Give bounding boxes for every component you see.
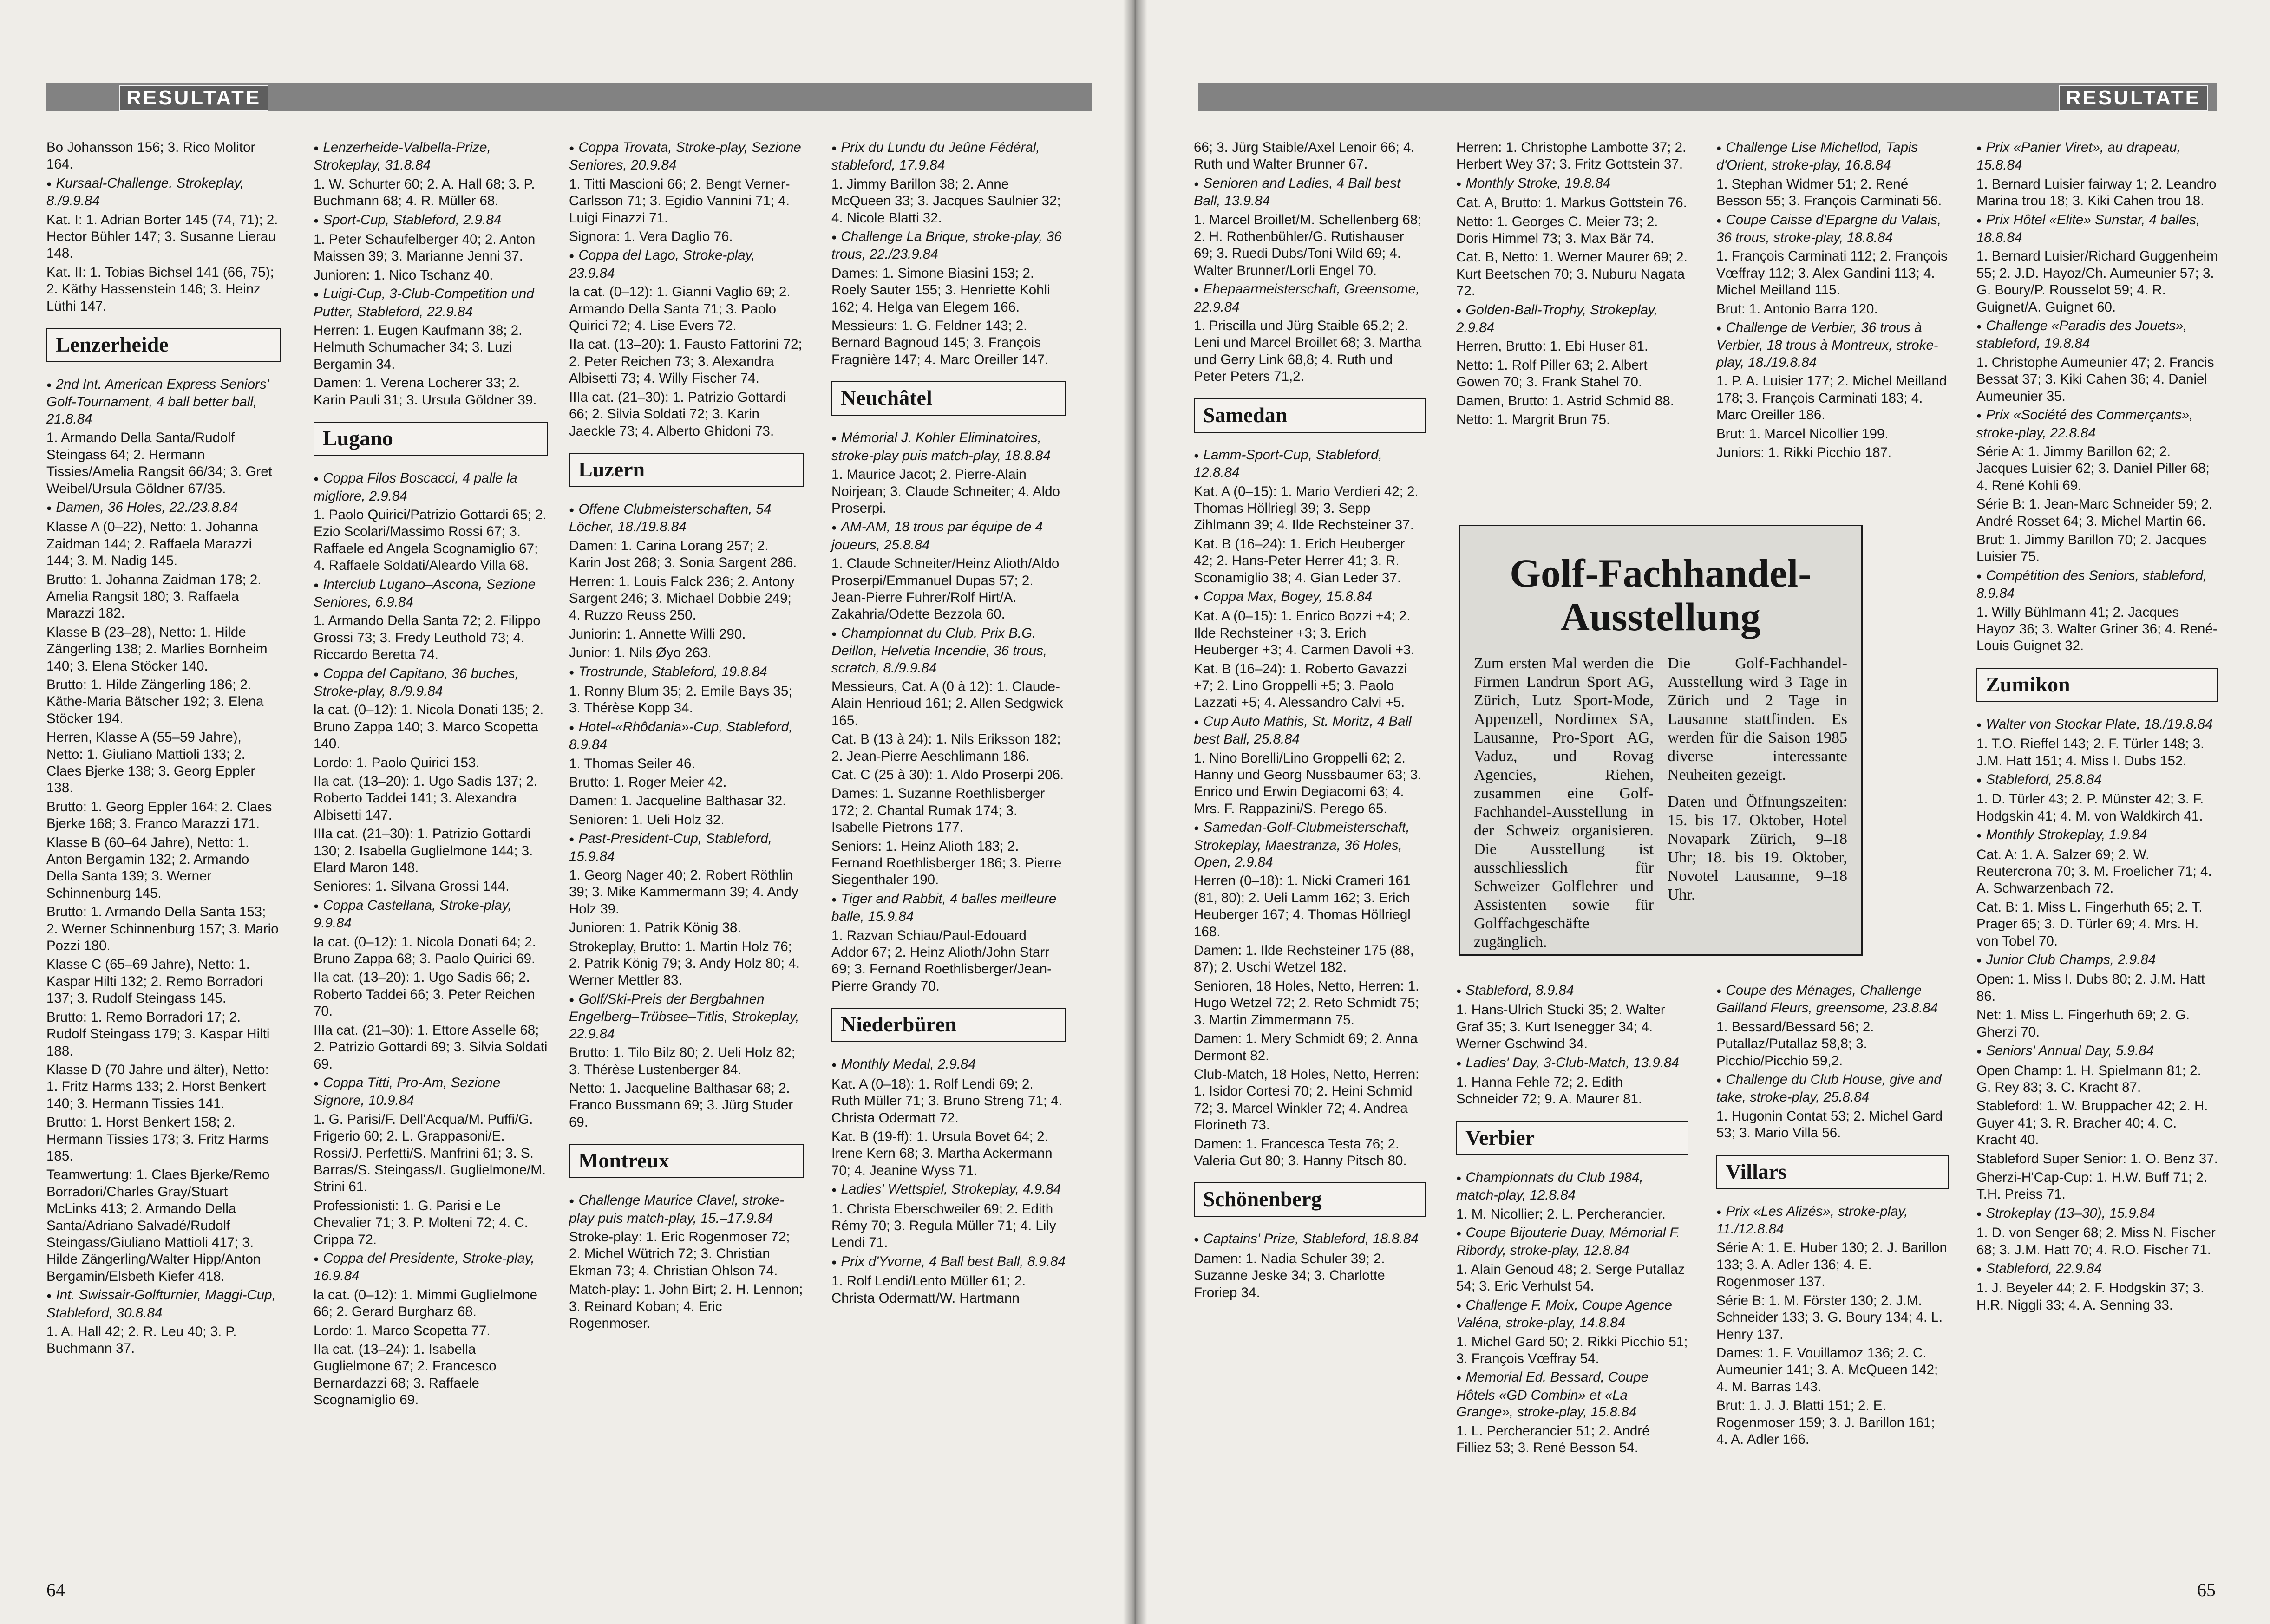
result-line: Klasse C (65–69 Jahre), Netto: 1. Kaspar Hilti 132; 2. Remo Borradori 137; 3. Rudolf Steingass 145. <box>46 957 263 1006</box>
result-line: Cat. A, Brutto: 1. Markus Gottstein 76. <box>1456 195 1687 211</box>
club-heading: Luzern <box>569 453 804 487</box>
advert-paragraph: Zum ersten Mal werden die Firmen Landrun Sport AG, Zürich, Lutz Sport-Mode, Appenzell, Nordimex SA, Lausanne, Pro-Sport AG, Vaduz, und Rovag Agencies, Riehen, zusammen eine Golf-Fachhandel-Ausstellung in der Schweiz organisieren. Die Ausstellung ist ausschliesslich für Schweizer Golflehrer und Assistenten sowie für Golffachgeschäfte zugänglich. <box>1474 655 1654 951</box>
result-line: 1. Alain Genoud 48; 2. Serge Putallaz 54; 3. Eric Verhulst 54. <box>1456 1261 1685 1294</box>
result-line: Damen: 1. Carina Lorang 257; 2. Karin Jost 268; 3. Sonia Sargent 286. <box>569 538 797 571</box>
results-column <box>1976 139 2218 1316</box>
advert-column <box>1474 654 1654 960</box>
event-title: ● Lamm-Sport-Cup, Stableford, 12.8.84 <box>1194 447 1426 482</box>
result-line: 1. Rolf Lendi/Lento Müller 61; 2. Christa Odermatt/W. Hartmann <box>831 1273 1026 1306</box>
result-line: Herren, Brutto: 1. Ebi Huser 81. <box>1456 339 1649 354</box>
result-line: 1. Armando Della Santa/Rudolf Steingass 64; 2. Hermann Tissies/Amelia Rangsit 66/34; 3. Gret Weibel/Ursula Göldner 67/35. <box>46 430 272 496</box>
event-title: ● Coppa Filos Boscacci, 4 palle la migliore, 2.9.84 <box>314 470 548 505</box>
event-title: ● Coupe Caisse d'Epargne du Valais, 36 trous, stroke-play, 18.8.84 <box>1716 212 1949 247</box>
result-line: 1. W. Schurter 60; 2. A. Hall 68; 3. P. Buchmann 68; 4. R. Müller 68. <box>314 176 535 209</box>
result-line: Brutto: 1. Remo Borradori 17; 2. Rudolf Steingass 179; 3. Kaspar Hilti 188. <box>46 1009 270 1059</box>
event-title: ● Int. Swissair-Golfturnier, Maggi-Cup, Stableford, 30.8.84 <box>46 1287 281 1322</box>
result-line: 1. Hanna Fehle 72; 2. Edith Schneider 72; 9. A. Maurer 81. <box>1456 1075 1642 1107</box>
result-line: Messieurs: 1. G. Feldner 143; 2. Bernard Bagnoud 145; 3. François Fragnière 147; 4. Marc Oreiller 147. <box>831 318 1049 367</box>
result-line: 1. Hans-Ulrich Stucki 35; 2. Walter Graf 35; 3. Kurt Isenegger 34; 4. Werner Gschwind 34. <box>1456 1002 1665 1052</box>
result-line: Damen: 1. Jacqueline Balthasar 32. <box>569 793 786 809</box>
club-heading: Verbier <box>1456 1121 1688 1155</box>
event-title: ● Sport-Cup, Stableford, 2.9.84 <box>314 212 548 229</box>
result-line: Cat. B: 1. Miss L. Fingerhuth 65; 2. T. Prager 65; 3. D. Türler 69; 4. Mrs. H. von Tobel 70. <box>1976 899 2203 949</box>
result-line: Club-Match, 18 Holes, Netto, Herren: 1. Isidor Cortesi 70; 2. Heini Schmid 72; 3. Marcel Winkler 72; 4. Andrea Florineth 73. <box>1194 1066 1420 1133</box>
result-line: Herren: 1. Christophe Lambotte 37; 2. Herbert Wey 37; 3. Fritz Gottstein 37. <box>1456 140 1687 172</box>
result-line: Dames: 1. F. Vouillamoz 136; 2. C. Aumeunier 141; 3. A. McQueen 142; 4. M. Barras 143. <box>1716 1345 1938 1395</box>
club-heading: Schönenberg <box>1194 1182 1426 1217</box>
event-title: ● Memorial Ed. Bessard, Coupe Hôtels «GD Combin» et «La Grange», stroke-play, 15.8.84 <box>1456 1369 1688 1421</box>
result-line: Netto: 1. Jacqueline Balthasar 68; 2. Franco Bussmann 69; 3. Jürg Studer 69. <box>569 1080 793 1130</box>
result-line: Brutto: 1. Armando Della Santa 153; 2. Werner Schinnenburg 157; 3. Mario Pozzi 180. <box>46 904 279 954</box>
event-title: ● Hotel-«Rhôdania»-Cup, Stableford, 8.9.84 <box>569 719 804 754</box>
event-title: ● Tiger and Rabbit, 4 balles meilleure balle, 15.9.84 <box>831 891 1066 926</box>
event-title: ● Strokeplay (13–30), 15.9.84 <box>1976 1205 2218 1223</box>
result-line: la cat. (0–12): 1. Mimmi Guglielmone 66; 2. Gerard Burgharz 68. <box>314 1287 538 1320</box>
event-title: ● Walter von Stockar Plate, 18./19.8.84 <box>1976 716 2218 734</box>
club-heading: Niederbüren <box>831 1008 1066 1042</box>
advert-body <box>1474 654 1847 960</box>
results-column <box>1456 982 1688 1458</box>
event-title: ● Past-President-Cup, Stableford, 15.9.84 <box>569 830 804 865</box>
result-line: IIa cat. (13–24): 1. Isabella Guglielmone 67; 2. Francesco Bernardazzi 68; 3. Raffaele Scognamiglio 69. <box>314 1342 497 1408</box>
result-line: 1. M. Nicollier; 2. L. Percherancier. <box>1456 1206 1666 1222</box>
result-line: la cat. (0–12): 1. Nicola Donati 135; 2. Bruno Zappa 140; 3. Marco Scopetta 140. <box>314 702 544 752</box>
section-bar-right <box>1198 83 2217 111</box>
result-line: 1. Stephan Widmer 51; 2. René Besson 55; 3. François Carminati 56. <box>1716 176 1942 209</box>
event-title: ● Stableford, 8.9.84 <box>1456 982 1688 1000</box>
event-title: ● Challenge F. Moix, Coupe Agence Valéna, stroke-play, 14.8.84 <box>1456 1297 1688 1332</box>
result-line: 1. Nino Borelli/Lino Groppelli 62; 2. Hanny und Georg Nussbaumer 63; 3. Enrico und Erwin Degiacomi 63; 4. Mrs. F. Rappazini/S. Perego 65. <box>1194 750 1422 816</box>
event-title: ● Damen, 36 Holes, 22./23.8.84 <box>46 499 281 517</box>
result-line: Klasse B (60–64 Jahre), Netto: 1. Anton Bergamin 132; 2. Armando Della Santa 139; 3. Werner Schinnenburg 145. <box>46 835 249 901</box>
advert-paragraph: Daten und Öffnungszeiten: 15. bis 17. Oktober, Hotel Novapark Zürich, 9–18 Uhr; 18. bis 19. Oktober, Novotel Lausanne, 9–18 Uhr. <box>1668 793 1847 903</box>
event-title: ● Coppa del Capitano, 36 buches, Stroke-play, 8./9.9.84 <box>314 665 548 700</box>
result-line: 1. Bessard/Bessard 56; 2. Putallaz/Putallaz 58,8; 3. Picchio/Picchio 59,2. <box>1716 1019 1874 1069</box>
club-heading: Zumikon <box>1976 668 2218 702</box>
results-column <box>1456 139 1688 430</box>
result-line: 1. Willy Bühlmann 41; 2. Jacques Hayoz 36; 3. Walter Griner 36; 4. René-Louis Guignet 32. <box>1976 604 2218 654</box>
event-title: ● Ehepaarmeisterschaft, Greensome, 22.9.84 <box>1194 281 1426 316</box>
result-line: 1. Bernard Luisier fairway 1; 2. Leandro Marina trou 18; 3. Kiki Cahen trou 18. <box>1976 176 2217 209</box>
result-line: Kat. II: 1. Tobias Bichsel 141 (66, 75); 2. Käthy Hassenstein 146; 3. Heinz Lüthi 147. <box>46 264 274 314</box>
event-title: ● Challenge «Paradis des Jouets», stableford, 19.8.84 <box>1976 318 2218 352</box>
event-title: ● Seniors' Annual Day, 5.9.84 <box>1976 1043 2218 1060</box>
result-line: Kat. B (19-ff): 1. Ursula Bovet 64; 2. Irene Kern 68; 3. Martha Ackermann 70; 4. Jeanine Wyss 71. <box>831 1128 1053 1178</box>
event-title: ● 2nd Int. American Express Seniors' Golf-Tournament, 4 ball better ball, 21.8.84 <box>46 376 281 428</box>
club-heading: Samedan <box>1194 398 1426 433</box>
result-line: Juniors: 1. Rikki Picchio 187. <box>1716 444 1892 460</box>
results-column <box>1716 982 1949 1450</box>
result-line: IIa cat. (13–20): 1. Fausto Fattorini 72; 2. Peter Reichen 73; 3. Alexandra Albisetti 73; 4. Willy Fischer 74. <box>569 337 802 386</box>
result-line: 1. Jimmy Barillon 38; 2. Anne McQueen 33; 3. Jacques Saulnier 32; 4. Nicole Blatti 32. <box>831 176 1061 226</box>
event-title: ● Challenge du Club House, give and take, stroke-play, 25.8.84 <box>1716 1071 1949 1106</box>
result-line: Kat. B (16–24): 1. Roberto Gavazzi +7; 2. Lino Groppelli +5; 3. Paolo Lazzati +5; 4. Alessandro Calvi +5. <box>1194 661 1407 711</box>
result-line: la cat. (0–12): 1. Nicola Donati 64; 2. Bruno Zappa 68; 3. Paolo Quirici 69. <box>314 934 536 967</box>
event-title: ● Coppa del Lago, Stroke-play, 23.9.84 <box>569 247 804 282</box>
result-line: Kat. A (0–15): 1. Mario Verdieri 42; 2. Thomas Höllriegl 39; 3. Sepp Zihlmann 39; 4. Ilde Rechsteiner 37. <box>1194 483 1419 533</box>
result-line: Stableford Super Senior: 1. O. Benz 37. <box>1976 1151 2218 1167</box>
result-line: Brutto: 1. Johanna Zaidman 178; 2. Amelia Rangsit 180; 3. Raffaela Marazzi 182. <box>46 572 262 621</box>
result-line: Match-play: 1. John Birt; 2. H. Lennon; 3. Reinard Koban; 4. Eric Rogenmoser. <box>569 1282 803 1331</box>
result-line: Série A: 1. Jimmy Barillon 62; 2. Jacques Luisier 62; 3. Daniel Piller 68; 4. René Kohli 69. <box>1976 444 2210 493</box>
result-line: Bo Johansson 156; 3. Rico Molitor 164. <box>46 140 255 172</box>
result-line: Damen: 1. Mery Schmidt 69; 2. Anna Dermont 82. <box>1194 1031 1418 1063</box>
event-title: ● Monthly Strokeplay, 1.9.84 <box>1976 827 2218 844</box>
result-line: 66; 3. Jürg Staible/Axel Lenoir 66; 4. Ruth und Walter Brunner 67. <box>1194 140 1415 172</box>
event-title: ● Prix du Lundu du Jeûne Fédéral, stableford, 17.9.84 <box>831 139 1066 174</box>
result-line: 1. A. Hall 42; 2. R. Leu 40; 3. P. Buchmann 37. <box>46 1324 237 1357</box>
event-title: ● Coppa Trovata, Stroke-play, Sezione Seniores, 20.9.84 <box>569 139 804 174</box>
results-column <box>1194 139 1426 1303</box>
result-line: Damen: 1. Francesca Testa 76; 2. Valeria Gut 80; 3. Hanny Pitsch 80. <box>1194 1136 1407 1168</box>
result-line: 1. Claude Schneiter/Heinz Alioth/Aldo Proserpi/Emmanuel Dupas 57; 2. Jean-Pierre Fuhrer/Rolf Hirt/A. Zakahria/Odette Bezzola 60. <box>831 556 1060 622</box>
result-line: 1. Maurice Jacot; 2. Pierre-Alain Noirjean; 3. Claude Schneiter; 4. Aldo Proserpi. <box>831 467 1060 516</box>
result-line: 1. Razvan Schiau/Paul-Edouard Addor 67; 2. Heinz Alioth/John Starr 69; 3. Fernand Roethlisberger/Jean-Pierre Grandy 70. <box>831 927 1052 994</box>
event-title: ● Offene Clubmeisterschaften, 54 Löcher, 18./19.8.84 <box>569 501 804 536</box>
result-line: IIIa cat. (21–30): 1. Ettore Asselle 68; 2. Patrizio Gottardi 69; 3. Silvia Soldati 69. <box>314 1022 548 1072</box>
event-title: ● Kursaal-Challenge, Strokeplay, 8./9.9.84 <box>46 175 281 210</box>
result-line: Damen: 1. Ilde Rechsteiner 175 (88, 87); 2. Uschi Wetzel 182. <box>1194 943 1414 975</box>
event-title: ● Cup Auto Mathis, St. Moritz, 4 Ball best Ball, 25.8.84 <box>1194 713 1426 748</box>
event-title: ● Prix «Les Alizés», stroke-play, 11./12.8.84 <box>1716 1203 1949 1238</box>
result-line: Brut: 1. Antonio Barra 120. <box>1716 301 1878 317</box>
result-line: 1. Ronny Blum 35; 2. Emile Bays 35; 3. Thérèse Kopp 34. <box>569 683 792 716</box>
result-line: Teamwertung: 1. Claes Bjerke/Remo Borradori/Charles Gray/Stuart McLinks 413; 2. Armando Della Santa/Adriano Salvadé/Rudolf Steingass/Giuliano Mattioli 417; 3. Hilde Zängerling/Walter Hipp/Anton Bergamin/Elsbeth Kiefer 418. <box>46 1167 270 1284</box>
result-line: 1. Hugonin Contat 53; 2. Michel Gard 53; 3. Mario Villa 56. <box>1716 1108 1943 1141</box>
event-title: ● Trostrunde, Stableford, 19.8.84 <box>569 664 804 681</box>
section-bar-left <box>46 83 1092 111</box>
result-line: Série B: 1. M. Förster 130; 2. J.M. Schneider 133; 3. G. Boury 134; 4. L. Henry 137. <box>1716 1292 1943 1342</box>
result-line: Brutto: 1. Hilde Zängerling 186; 2. Käthe-Maria Bätscher 192; 3. Elena Stöcker 194. <box>46 677 264 726</box>
result-line: Herren (0–18): 1. Nicki Crameri 161 (81, 80); 2. Ueli Lamm 162; 3. Erich Heuberger 167; 4. Thomas Höllriegl 168. <box>1194 873 1411 939</box>
result-line: Damen: 1. Nadia Schuler 39; 2. Suzanne Jeske 34; 3. Charlotte Froriep 34. <box>1194 1251 1385 1300</box>
event-title: ● Challenge Lise Michellod, Tapis d'Orient, stroke-play, 16.8.84 <box>1716 139 1949 174</box>
result-line: 1. Georg Nager 40; 2. Robert Röthlin 39; 3. Mike Kammermann 39; 4. Andy Holz 39. <box>569 867 798 917</box>
event-title: ● Ladies' Day, 3-Club-Match, 13.9.84 <box>1456 1055 1688 1072</box>
result-line: Professionisti: 1. G. Parisi e Le Chevalier 71; 3. P. Molteni 72; 4. C. Crippa 72. <box>314 1198 528 1247</box>
result-line: Seniors: 1. Heinz Alioth 183; 2. Fernand Roethlisberger 186; 3. Pierre Siegenthaler 190. <box>831 838 1062 888</box>
result-line: 1. Priscilla und Jürg Staible 65,2; 2. Leni und Marcel Broillet 68; 3. Martha und Gerry Link 68,8; 4. Ruth und Peter Peters 71,2. <box>1194 318 1422 385</box>
result-line: Brut: 1. Marcel Nicollier 199. <box>1716 426 1889 442</box>
result-line: Série B: 1. Jean-Marc Schneider 59; 2. André Rosset 64; 3. Michel Martin 66. <box>1976 496 2213 529</box>
result-line: Lordo: 1. Marco Scopetta 77. <box>314 1323 491 1338</box>
result-line: Senioren, 18 Holes, Netto, Herren: 1. Hugo Wetzel 72; 2. Reto Schmidt 75; 3. Martin Zimmermann 75. <box>1194 978 1420 1028</box>
event-title: ● Challenge Maurice Clavel, stroke-play puis match-play, 15.–17.9.84 <box>569 1192 804 1227</box>
result-line: Open: 1. Miss I. Dubs 80; 2. J.M. Hatt 86. <box>1976 972 2205 1004</box>
result-line: Kat. A (0–18): 1. Rolf Lendi 69; 2. Ruth Müller 71; 3. Bruno Streng 71; 4. Christa Odermatt 72. <box>831 1076 1062 1126</box>
result-line: Seniores: 1. Silvana Grossi 144. <box>314 879 510 894</box>
result-line: Junioren: 1. Patrik König 38. <box>569 920 741 936</box>
result-line: Klasse B (23–28), Netto: 1. Hilde Zängerling 138; 2. Marlies Bornheim 140; 3. Elena Stöcker 140. <box>46 624 268 674</box>
result-line: 1. Michel Gard 50; 2. Rikki Picchio 51; 3. François Vœffray 54. <box>1456 1334 1688 1366</box>
event-title: ● Coppa Castellana, Stroke-play, 9.9.84 <box>314 897 548 932</box>
result-line: 1. Armando Della Santa 72; 2. Filippo Grossi 73; 3. Fredy Leuthold 73; 4. Riccardo Beretta 74. <box>314 613 541 663</box>
result-line: 1. Christa Eberschweiler 69; 2. Edith Rémy 70; 3. Regula Müller 71; 4. Lily Lendi 71. <box>831 1201 1056 1251</box>
result-line: la cat. (0–12): 1. Gianni Vaglio 69; 2. Armando Della Santa 71; 3. Paolo Quirici 72; 4. Lise Evers 72. <box>569 284 791 334</box>
advert-paragraph: Die Golf-Fachhandel-Ausstellung wird 3 Tage in Zürich und 2 Tage in Lausanne stattfinden. Es werden für die Saison 1985 diverse interessante Neuheiten gezeigt. <box>1668 655 1847 783</box>
result-line: Kat. I: 1. Adrian Borter 145 (74, 71); 2. Hector Bühler 147; 3. Susanne Lierau 148. <box>46 212 278 261</box>
result-line: Damen, Brutto: 1. Astrid Schmid 88. <box>1456 393 1674 409</box>
event-title: ● Challenge de Verbier, 36 trous à Verbier, 18 trous à Montreux, stroke-play, 18./19.8.84 <box>1716 320 1949 371</box>
result-line: Open Champ: 1. H. Spielmann 81; 2. G. Rey 83; 3. C. Kracht 87. <box>1976 1063 2201 1095</box>
result-line: Dames: 1. Simone Biasini 153; 2. Roely Sauter 155; 3. Henriette Kohli 162; 4. Helga van Elegem 166. <box>831 265 1050 315</box>
result-line: Cat. B (13 à 24): 1. Nils Eriksson 182; 2. Jean-Pierre Aeschlimann 186. <box>831 731 1061 764</box>
event-title: ● Coppa Max, Bogey, 15.8.84 <box>1194 588 1426 606</box>
result-line: Cat. B, Netto: 1. Werner Maurer 69; 2. Kurt Beetschen 70; 3. Nuburu Nagata 72. <box>1456 249 1688 299</box>
club-heading: Neuchâtel <box>831 381 1066 416</box>
event-title: ● Championnats du Club 1984, match-play, 12.8.84 <box>1456 1169 1688 1204</box>
event-title: ● Prix «Société des Commerçants», stroke-play, 22.8.84 <box>1976 407 2218 442</box>
result-line: 1. L. Percherancier 51; 2. André Filliez 53; 3. René Besson 54. <box>1456 1423 1650 1455</box>
result-line: Brutto: 1. Horst Benkert 158; 2. Hermann Tissies 173; 3. Fritz Harms 185. <box>46 1115 269 1164</box>
left-page <box>0 0 1133 1624</box>
result-line: Brut: 1. J. J. Blatti 151; 2. E. Rogenmoser 159; 3. J. Barillon 161; 4. A. Adler 166. <box>1716 1398 1935 1447</box>
result-line: Lordo: 1. Paolo Quirici 153. <box>314 755 480 770</box>
event-title: ● Golden-Ball-Trophy, Strokeplay, 2.9.84 <box>1456 302 1688 337</box>
result-line: Kat. A (0–15): 1. Enrico Bozzi +4; 2. Ilde Rechsteiner +3; 3. Erich Heuberger +3; 4. Carmen Davoli +3. <box>1194 608 1415 658</box>
event-title: ● Challenge La Brique, stroke-play, 36 trous, 22./23.9.84 <box>831 228 1066 263</box>
club-heading: Villars <box>1716 1155 1949 1189</box>
club-heading: Lugano <box>314 422 548 456</box>
result-line: Brutto: 1. Tilo Bilz 80; 2. Ueli Holz 82; 3. Thérèse Lustenberger 84. <box>569 1045 795 1077</box>
advert-title: Golf-Fachhandel-Ausstellung <box>1510 551 1812 639</box>
event-title: ● Monthly Medal, 2.9.84 <box>831 1056 1066 1074</box>
results-column <box>314 139 548 1411</box>
event-title: ● Senioren and Ladies, 4 Ball best Ball, 13.9.84 <box>1194 175 1426 210</box>
result-line: 1. Bernard Luisier/Richard Guggenheim 55; 2. J.D. Hayoz/Ch. Aumeunier 57; 3. G. Boury/P. Rousselot 59; 4. R. Guignet/A. Guignet 60. <box>1976 248 2218 315</box>
result-line: Signora: 1. Vera Daglio 76. <box>569 229 733 245</box>
result-line: 1. D. von Senger 68; 2. Miss N. Fischer 68; 3. J.M. Hatt 70; 4. R.O. Fischer 71. <box>1976 1225 2216 1258</box>
event-title: ● Captains' Prize, Stableford, 18.8.84 <box>1194 1231 1426 1248</box>
result-line: Junior: 1. Nils Øyo 263. <box>569 645 712 661</box>
result-line: Netto: 1. Rolf Piller 63; 2. Albert Gowen 70; 3. Frank Stahel 70. <box>1456 357 1648 390</box>
result-line: Brut: 1. Jimmy Barillon 70; 2. Jacques Luisier 75. <box>1976 532 2207 565</box>
result-line: 1. Christophe Aumeunier 47; 2. Francis Bessat 37; 3. Kiki Cahen 36; 4. Daniel Aumeunier 35. <box>1976 354 2214 404</box>
result-line: 1. J. Beyeler 44; 2. F. Hodgskin 37; 3. H.R. Niggli 33; 4. A. Senning 33. <box>1976 1280 2205 1313</box>
result-line: Senioren: 1. Ueli Holz 32. <box>569 812 725 828</box>
club-heading: Lenzerheide <box>46 328 281 362</box>
result-line: Herren, Klasse A (55–59 Jahre), Netto: 1. Giuliano Mattioli 133; 2. Claes Bjerke 138; 3. Georg Eppler 138. <box>46 730 255 796</box>
page-number: 65 <box>2197 1579 2216 1600</box>
advert-column <box>1668 654 1847 960</box>
result-line: 1. Peter Schaufelberger 40; 2. Anton Maissen 39; 3. Marianne Jenni 37. <box>314 232 536 264</box>
result-line: Netto: 1. Margrit Brun 75. <box>1456 412 1610 428</box>
event-title: ● Championnat du Club, Prix B.G. Deillon, Helvetia Incendie, 36 trous, scratch, 8./9.9.84 <box>831 625 1066 677</box>
event-title: ● Mémorial J. Kohler Eliminatoires, stroke-play puis match-play, 18.8.84 <box>831 430 1066 464</box>
event-title: ● Samedan-Golf-Clubmeisterschaft, Strokeplay, Maestranza, 36 Holes, Open, 2.9.84 <box>1194 819 1426 871</box>
event-title: ● Interclub Lugano–Ascona, Sezione Seniores, 6.9.84 <box>314 576 548 611</box>
results-column <box>569 139 804 1334</box>
result-line: 1. Paolo Quirici/Patrizio Gottardi 65; 2. Ezio Scolari/Massimo Rossi 67; 3. Raffaele ed Angela Scognamiglio 67; 4. Raffaele Soldati/Aleardo Villa 68. <box>314 507 547 574</box>
result-line: 1. Thomas Seiler 46. <box>569 756 695 771</box>
event-title: ● Golf/Ski-Preis der Bergbahnen Engelberg–Trübsee–Titlis, Strokeplay, 22.9.84 <box>569 991 804 1043</box>
section-tag-right: RESULTATE <box>2059 85 2208 111</box>
event-title: ● Prix «Panier Viret», au drapeau, 15.8.84 <box>1976 139 2218 174</box>
result-line: Brutto: 1. Georg Eppler 164; 2. Claes Bjerke 168; 3. Franco Marazzi 171. <box>46 799 272 832</box>
result-line: Stableford: 1. W. Bruppacher 42; 2. H. Guyer 41; 3. R. Bracher 40; 4. C. Kracht 40. <box>1976 1098 2208 1148</box>
event-title: ● Prix Hôtel «Elite» Sunstar, 4 balles, 18.8.84 <box>1976 212 2218 247</box>
event-title: ● Junior Club Champs, 2.9.84 <box>1976 952 2218 969</box>
result-line: IIIa cat. (21–30): 1. Patrizio Gottardi 130; 2. Isabella Guglielmone 144; 3. Elard Maron 148. <box>314 826 533 876</box>
event-title: ● Compétition des Seniors, stableford, 8.9.84 <box>1976 567 2218 602</box>
result-line: 1. G. Parisi/F. Dell'Acqua/M. Puffi/G. Frigerio 60; 2. L. Grappasoni/E. Rossi/J. Perfetti/S. Manfrini 61; 3. S. Barras/S. Steingass/I. Guglielmone/M. Strini 61. <box>314 1111 546 1195</box>
result-line: 1. Titti Mascioni 66; 2. Bengt Verner-Carlsson 71; 3. Egidio Vannini 71; 4. Luigi Finazzi 71. <box>569 176 790 226</box>
result-line: Messieurs, Cat. A (0 à 12): 1. Claude-Alain Henrioud 161; 2. Allen Sedgwick 165. <box>831 678 1063 728</box>
result-line: 1. François Carminati 112; 2. François Vœffray 112; 3. Alex Gandini 113; 4. Michel Meilland 115. <box>1716 248 1948 298</box>
event-title: ● Stableford, 22.9.84 <box>1976 1260 2218 1278</box>
result-line: Dames: 1. Suzanne Roethlisberger 172; 2. Chantal Rumak 174; 3. Isabelle Pietrons 177. <box>831 786 1045 835</box>
result-line: 1. P. A. Luisier 177; 2. Michel Meilland 178; 3. François Carminati 183; 4. Marc Oreiller 186. <box>1716 373 1947 423</box>
result-line: IIa cat. (13–20): 1. Ugo Sadis 66; 2. Roberto Taddei 66; 3. Peter Reichen 70. <box>314 970 535 1019</box>
results-column <box>831 139 1066 1309</box>
result-line: Herren: 1. Eugen Kaufmann 38; 2. Helmuth Schumacher 34; 3. Luzi Bergamin 34. <box>314 323 523 372</box>
result-line: Kat. B (16–24): 1. Erich Heuberger 42; 2. Hans-Peter Herrer 41; 3. R. Sconamiglio 38; 4. Gian Leder 37. <box>1194 536 1405 586</box>
event-title: ● Stableford, 25.8.84 <box>1976 771 2218 789</box>
result-line: Klasse D (70 Jahre und älter), Netto: 1. Fritz Harms 133; 2. Horst Benkert 140; 3. Hermann Tissies 141. <box>46 1062 269 1111</box>
result-line: Damen: 1. Verena Locherer 33; 2. Karin Pauli 31; 3. Ursula Göldner 39. <box>314 375 537 408</box>
event-title: ● Prix d'Yvorne, 4 Ball best Ball, 8.9.84 <box>831 1253 1066 1271</box>
event-title: ● Monthly Stroke, 19.8.84 <box>1456 175 1688 193</box>
event-title: ● Coppa Titti, Pro-Am, Sezione Signore, 10.9.84 <box>314 1075 548 1109</box>
result-line: Netto: 1. Georges C. Meier 73; 2. Doris Himmel 73; 3. Max Bär 74. <box>1456 214 1658 247</box>
exhibition-advert <box>1459 525 1863 956</box>
result-line: 1. D. Türler 43; 2. P. Münster 42; 3. F. Hodgskin 41; 4. M. von Waldkirch 41. <box>1976 791 2204 824</box>
event-title: ● Coupe Bijouterie Duay, Mémorial F. Ribordy, stroke-play, 12.8.84 <box>1456 1225 1688 1259</box>
result-line: Junioren: 1. Nico Tschanz 40. <box>314 267 493 283</box>
event-title: ● Coppa del Presidente, Stroke-play, 16.9.84 <box>314 1250 548 1285</box>
result-line: Stroke-play: 1. Eric Rogenmoser 72; 2. Michel Wütrich 72; 3. Christian Ekman 73; 4. Christian Ohlson 74. <box>569 1229 790 1278</box>
result-line: 1. Marcel Broillet/M. Schellenberg 68; 2. H. Rothenbühler/G. Rutishauser 69; 3. Ruedi Dubs/Toni Wild 69; 4. Walter Brunner/Lorli Engel 70. <box>1194 212 1422 278</box>
result-line: Strokeplay, Brutto: 1. Martin Holz 76; 2. Patrik König 79; 3. Andy Holz 80; 4. Werner Mettler 83. <box>569 939 800 988</box>
event-title: ● AM-AM, 18 trous par équipe de 4 joueurs, 25.8.84 <box>831 519 1066 554</box>
section-tag-left: RESULTATE <box>119 85 268 111</box>
result-line: Juniorin: 1. Annette Willi 290. <box>569 626 746 642</box>
event-title: ● Luigi-Cup, 3-Club-Competition und Putter, Stableford, 22.9.84 <box>314 286 548 320</box>
result-line: Cat. A: 1. A. Salzer 69; 2. W. Reutercrona 70; 3. M. Froelicher 71; 4. A. Schwarzenbach 72. <box>1976 847 2212 896</box>
result-line: 1. T.O. Rieffel 143; 2. F. Türler 148; 3. J.M. Hatt 151; 4. Miss I. Dubs 152. <box>1976 736 2205 769</box>
event-title: ● Ladies' Wettspiel, Strokeplay, 4.9.84 <box>831 1181 1066 1199</box>
result-line: Série A: 1. E. Huber 130; 2. J. Barillon 133; 3. A. Adler 136; 4. E. Rogenmoser 137. <box>1716 1240 1947 1290</box>
result-line: Net: 1. Miss L. Fingerhuth 69; 2. G. Gherzi 70. <box>1976 1007 2190 1040</box>
result-line: IIIa cat. (21–30): 1. Patrizio Gottardi 66; 2. Silvia Soldati 72; 3. Karin Jaeckle 73; 4. Alberto Ghidoni 73. <box>569 389 786 439</box>
result-line: Gherzi-H'Cap-Cup: 1. H.W. Buff 71; 2. T.H. Preiss 71. <box>1976 1169 2207 1202</box>
page-number: 64 <box>46 1579 65 1600</box>
result-line: IIa cat. (13–20): 1. Ugo Sadis 137; 2. Roberto Taddei 141; 3. Alexandra Albisetti 147. <box>314 774 538 823</box>
results-column <box>1716 139 1949 463</box>
event-title: ● Coupe des Ménages, Challenge Gailland Fleurs, greensome, 23.8.84 <box>1716 982 1949 1017</box>
result-line: Klasse A (0–22), Netto: 1. Johanna Zaidman 144; 2. Raffaela Marazzi 144; 3. M. Nadig 145. <box>46 519 258 569</box>
book-gutter <box>1123 0 1147 1624</box>
result-line: Cat. C (25 à 30): 1. Aldo Proserpi 206. <box>831 767 1064 783</box>
event-title: ● Lenzerheide-Valbella-Prize, Strokeplay, 31.8.84 <box>314 139 548 174</box>
result-line: Brutto: 1. Roger Meier 42. <box>569 775 727 790</box>
club-heading: Montreux <box>569 1144 804 1178</box>
results-column <box>46 139 281 1359</box>
result-line: Herren: 1. Louis Falck 236; 2. Antony Sargent 246; 3. Michael Dobbie 249; 4. Ruzzo Reuss 250. <box>569 574 795 623</box>
